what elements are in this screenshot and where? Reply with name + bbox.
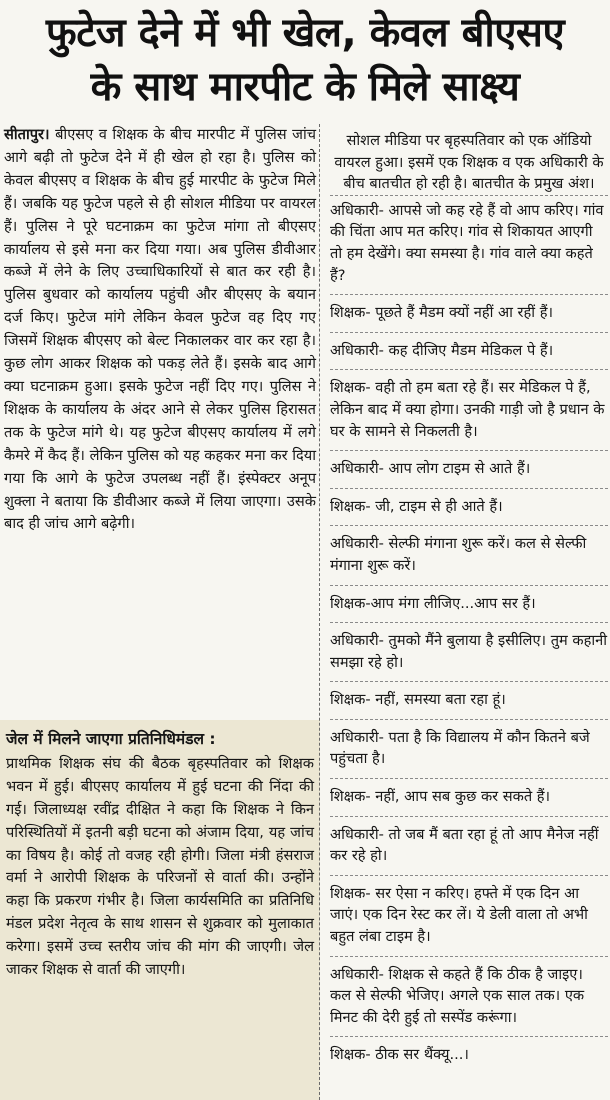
box-heading: जेल में मिलने जाएगा प्रतिनिधिमंडल : — [6, 730, 216, 748]
dialogue-line: अधिकारी- पता है कि विद्यालय में कौन कितने बजे पहुंचता है। — [330, 727, 608, 779]
transcript-column — [330, 124, 608, 1081]
headline-line-2: के साथ मारपीट के मिले साक्ष्य — [90, 64, 520, 110]
dialogue-line: शिक्षक- पूछते हैं मैडम क्यों नहीं आ रहीं हैं। — [330, 302, 608, 333]
dialogue-line: अधिकारी- सेल्फी मंगाना शुरू करें। कल से सेल्फी मंगाना शुरू करें। — [330, 533, 608, 585]
dialogue-line: शिक्षक- नहीं, समस्या बता रहा हूं। — [330, 689, 608, 720]
dateline: सीतापुर। — [4, 126, 50, 143]
dialogue-line: अधिकारी- आप लोग टाइम से आते हैं। — [330, 458, 608, 489]
dialogue-line: अधिकारी- तुमको मैंने बुलाया है इसीलिए। तुम कहानी समझा रहे हो। — [330, 630, 608, 682]
article-column — [4, 124, 316, 536]
dialogue-line: शिक्षक- ठीक सर थैंक्यू...। — [330, 1046, 469, 1064]
dialogue-line: अधिकारी- तो जब मैं बता रहा हूं तो आप मैनेज नहीं कर रहे हो। — [330, 824, 608, 876]
dialogue-line: अधिकारी- शिक्षक से कहते हैं कि ठीक है जाइए। कल से सेल्फी भेजिए। अगले एक साल तक। एक मिनट की देरी हुई तो सस्पेंड करूंगा। — [330, 964, 608, 1038]
dialogue-line: शिक्षक- सर ऐसा न करिए। हफ्ते में एक दिन आ जाएं। एक दिन रेस्ट कर लें। ये डेली वाला तो अभी बहुत लंबा टाइम है। — [330, 883, 608, 957]
dialogue-line: अधिकारी- आपसे जो कह रहे हैं वो आप करिए। गांव की चिंता आप मत करिए। गांव से शिकायत आएगी तो हम देखेंगे। क्या समस्या है। गांव वाले क्या कहते हैं? — [330, 200, 608, 295]
dialogue-line: अधिकारी- कह दीजिए मैडम मेडिकल पे हैं। — [330, 340, 608, 371]
dialogue-line: शिक्षक-आप मंगा लीजिए...आप सर हैं। — [330, 593, 608, 624]
article-body: बीएसए व शिक्षक के बीच मारपीट में पुलिस जांच आगे बढ़ी तो फुटेज देने में ही खेल हो रहा है। पुलिस को केवल बीएसए व शिक्षक के बीच हुई मारपीट के फुटेज मिले हैं। जबकि यह फुटेज पहले से ही सोशल मीडिया पर वायरल हैं। पुलिस ने पूरे घटनाक्रम का फुटेज मांगा तो बीएसए कार्यालय से इसे मना कर दिया गया। अब पुलिस डीवीआर कब्जे में लेने के लिए उच्चाधिकारियों से बात कर रही है। पुलिस बुधवार को कार्यालय पहुंची और बीएसए के बयान दर्ज किए। फुटेज मांगे लेकिन केवल फुटेज वह दिए गए जिसमें शिक्षक बीएसए को बेल्ट निकालकर वार कर रहा है। कुछ लोग आकर शिक्षक को पकड़ लेते हैं। इसके बाद आगे क्या घटनाक्रम हुआ। इसके फुटेज नहीं दिए गए। पुलिस ने शिक्षक के कार्यालय के अंदर आने से लेकर पुलिस हिरासत तक के फुटेज मांगे थे। यह फुटेज बीएसए कार्यालय में लगे कैमरे में कैद हैं। लेकिन पुलिस को यह कहकर मना कर दिया गया कि आगे के फुटेज उपलब्ध नहीं हैं। इंस्पेक्टर अनूप शुक्ला ने बताया कि डीवीआर कब्जे में लिया जाएगा। उसके बाद ही जांच आगे बढ़ेगी। — [4, 126, 316, 533]
headline — [0, 0, 610, 122]
column-divider — [319, 124, 320, 1100]
transcript-intro: सोशल मीडिया पर बृहस्पतिवार को एक ऑडियो वायरल हुआ। इसमें एक शिक्षक व एक अधिकारी के बीच बातचीत हो रही है। बातचीत के प्रमुख अंश। — [330, 124, 608, 196]
dialogue-line: शिक्षक- जी, टाइम से ही आते हैं। — [330, 496, 608, 527]
sidebar-box — [0, 720, 320, 1100]
dialogue-line: शिक्षक- नहीं, आप सब कुछ कर सकते हैं। — [330, 786, 608, 817]
dialogue-line: शिक्षक- वही तो हम बता रहे हैं। सर मेडिकल पे हैं, लेकिन बाद में क्या होगा। उनकी गाड़ी जो है प्रधान के घर के सामने से निकलती है। — [330, 377, 608, 451]
headline-line-1: फुटेज देने में भी खेल, केवल बीएसए — [45, 10, 565, 56]
box-body: प्राथमिक शिक्षक संघ की बैठक बृहस्पतिवार को शिक्षक भवन में हुई। बीएसए कार्यालय में हुई घटना की निंदा की गई। जिलाध्यक्ष रवींद्र दीक्षित ने कहा कि शिक्षक ने किन परिस्थितियों में इतनी बड़ी घटना को अंजाम दिया, यह जांच का विषय है। कोई तो वजह रही होगी। जिला मंत्री हंसराज वर्मा ने आरोपी शिक्षक के परिजनों से वार्ता की। उन्होंने कहा कि प्रकरण गंभीर है। जिला कार्यसमिति का प्रतिनिधि मंडल प्रदेश नेतृत्व के साथ शासन से शुक्रवार को मुलाकात करेगा। इसमें उच्च स्तरीय जांच की मांग की जाएगी। जेल जाकर शिक्षक से वार्ता की जाएगी। — [6, 754, 315, 979]
article-paragraph — [4, 124, 316, 536]
